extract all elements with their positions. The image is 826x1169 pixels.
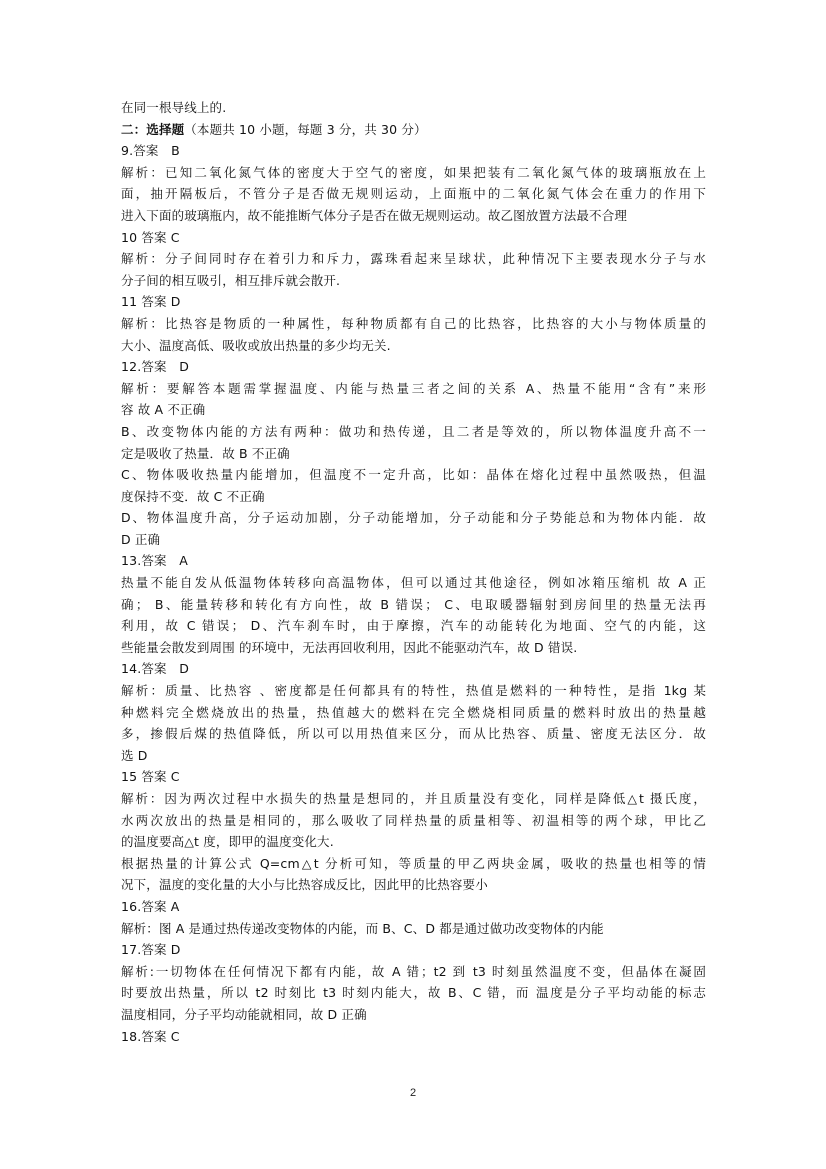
text-line: B、改变物体内能的方法有两种：做功和热传递，且二者是等效的，所以物体温度升高不一 <box>121 423 706 439</box>
text-line: 18.答案 C <box>121 1028 180 1044</box>
text-line: C、物体吸收热量内能增加，但温度不一定升高，比如：晶体在熔化过程中虽然吸热，但温 <box>121 467 706 483</box>
text-line: 选 D <box>121 747 148 763</box>
text-line: 9.答案 B <box>121 143 180 159</box>
text-line: 解析：分子间同时存在着引力和斥力，露珠看起来呈球状，此种情况下主要表现水分子与水 <box>121 251 706 267</box>
text-line: 解析：比热容是物质的一种属性，每种物质都有自己的比热容，比热容的大小与物体质量的 <box>121 315 706 331</box>
text-line: 10 答案 C <box>121 229 180 245</box>
text-line: 17.答案 D <box>121 942 181 958</box>
text-line: 温度相同，分子平均动能就相同，故 D 正确 <box>121 1006 367 1022</box>
text-line: 种燃料完全燃烧放出的热量，热值越大的燃料在完全燃烧相同质量的燃料时放出的热量越 <box>121 704 706 720</box>
text-line: 分子间的相互吸引，相互排斥就会散开. <box>121 272 341 288</box>
text-line: 些能量会散发到周围 的环境中，无法再回收利用，因此不能驱动汽车，故 D 错误. <box>121 639 578 655</box>
section-note: （本题共 10 小题，每题 3 分，共 30 分） <box>184 121 427 137</box>
text-line: 热量不能自发从低温物体转移向高温物体，但可以通过其他途径，例如冰箱压缩机 故 A 正 <box>121 575 706 591</box>
text-line: 面，抽开隔板后，不管分子是否做无规则运动，上面瓶中的二氧化氮气体会在重力的作用下 <box>121 186 706 202</box>
text-line: 解析:一切物体在任何情况下都有内能，故 A 错；t2 到 t3 时刻虽然温度不变，但晶体在凝固 <box>121 963 706 979</box>
document-body <box>121 97 706 1047</box>
text-line: 况下，温度的变化量的大小与比热容成反比，因此甲的比热容要小 <box>121 877 488 893</box>
text-line: D、物体温度升高，分子运动加剧，分子动能增加，分子动能和分子势能总和为物体内能．故 <box>121 510 706 526</box>
text-line: 解析：已知二氧化氮气体的密度大于空气的密度，如果把装有二氧化氮气体的玻璃瓶放在上 <box>121 164 706 180</box>
text-line: 11 答案 D <box>121 294 181 310</box>
text-line: 14.答案 D <box>121 661 190 677</box>
text-line: 确； B、能量转移和转化有方向性，故 B 错误； C、电取暖器辐射到房间里的热量无法再 <box>121 596 706 612</box>
text-line: 根据热量的计算公式 Q=cm△t 分析可知，等质量的甲乙两块金属，吸收的热量也相等的情 <box>121 855 706 871</box>
text-line: 度保持不变．故 C 不正确 <box>121 488 265 504</box>
text-line: 解析：图 A 是通过热传递改变物体的内能，而 B、C、D 都是通过做功改变物体的内能 <box>121 920 604 936</box>
text-line: D 正确 <box>121 531 161 547</box>
text-line: 解析：因为两次过程中水损失的热量是想同的，并且质量没有变化，同样是降低△t 摄氏度， <box>121 791 706 806</box>
text-line: 定是吸收了热量．故 B 不正确 <box>121 445 290 461</box>
text-line: 解析：质量、比热容 、密度都是任何都具有的特性，热值是燃料的一种特性，是指 1kg 某 <box>121 683 706 699</box>
text-line <box>121 119 706 141</box>
text-line: 15 答案 C <box>121 769 180 785</box>
section-heading: 二：选择题 <box>121 121 185 137</box>
text-line: 在同一根导线上的. <box>121 100 227 115</box>
text-line: 的温度要高△t 度，即甲的温度变化大. <box>121 834 334 850</box>
text-line: 解析：要解答本题需掌握温度、内能与热量三者之间的关系 A、热量不能用“含有”来形 <box>121 380 706 396</box>
text-line: 进入下面的玻璃瓶内，故不能推断气体分子是否在做无规则运动。故乙图放置方法最不合理 <box>121 207 628 223</box>
text-line: 时要放出热量，所以 t2 时刻比 t3 时刻内能大，故 B、C 错，而 温度是分子平均动能的标志 <box>121 985 706 1001</box>
text-line: 大小、温度高低、吸收或放出热量的多少均无关. <box>121 337 391 353</box>
text-line: 容 故 A 不正确 <box>121 402 206 418</box>
text-line: 水两次放出的热量是相同的，那么吸收了同样热量的质量相等、初温相等的两个球，甲比乙 <box>121 812 706 828</box>
text-line: 12.答案 D <box>121 359 190 375</box>
text-line: 利用，故 C 错误； D、汽车刹车时，由于摩擦，汽车的动能转化为地面、空气的内能，这 <box>121 618 706 634</box>
text-line: 13.答案 A <box>121 553 188 569</box>
page-number: 2 <box>409 1087 417 1099</box>
text-line: 多，掺假后煤的热值降低，所以可以用热值来区分，而从比热容、质量、密度无法区分．故 <box>121 726 706 742</box>
text-line: 16.答案 A <box>121 898 180 914</box>
